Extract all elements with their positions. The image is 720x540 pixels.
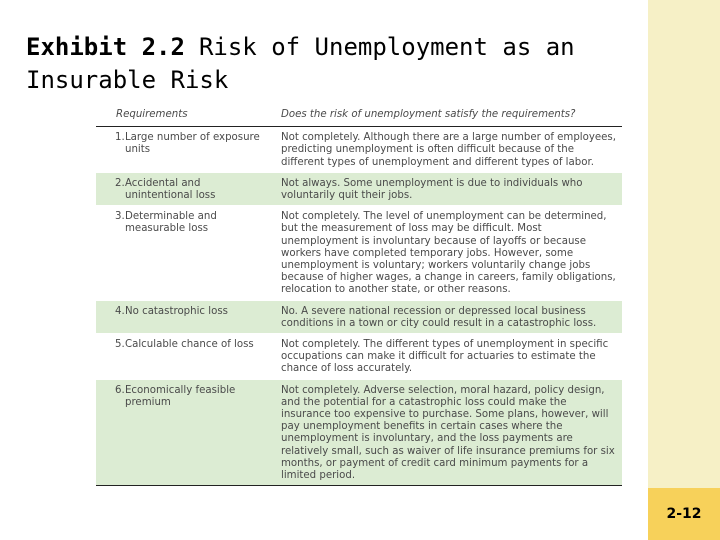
answer-cell: Not completely. The different types of unemployment in specific occupations can make it difficult for actuaries to estimate the chance of loss accurately. — [277, 334, 622, 380]
requirement-cell — [96, 127, 277, 173]
table-row — [96, 172, 622, 205]
row-number: 5. — [115, 339, 125, 351]
requirement-text: Calculable chance of loss — [125, 339, 254, 351]
table-row — [96, 334, 622, 380]
header-requirements: Requirements — [96, 103, 277, 127]
requirements-table — [96, 103, 622, 486]
row-number: 1. — [115, 132, 125, 144]
row-number: 4. — [115, 305, 125, 317]
table-header-row — [96, 103, 622, 127]
answer-cell: Not completely. Adverse selection, moral hazard, policy design, and the potential for a catastrophic loss could make the insurance too expensive to purchase. Some plans, however, will pay unemployment benefits in certain cases where the unemployment is involuntary, and the loss payments are relatively small, such as waiver of life insurance premiums for six months, or payment of credit card minimum payments for a limited period. — [277, 379, 622, 486]
answer-cell: No. A severe national recession or depressed local business conditions in a town or city could result in a catastrophic loss. — [277, 300, 622, 333]
title-text: Risk of Unemployment as an Insurable Risk — [26, 33, 575, 94]
side-strip — [648, 0, 720, 540]
answer-cell: Not completely. Although there are a large number of employees, predicting unemployment is often difficult because of the different types of unemployment and different types of labor. — [277, 127, 622, 173]
requirement-text: Economically feasible premium — [125, 384, 236, 408]
answer-cell: Not always. Some unemployment is due to individuals who voluntarily quit their jobs. — [277, 172, 622, 205]
table-row — [96, 206, 622, 300]
requirement-text: Large number of exposure units — [125, 132, 260, 156]
slide-number: 2-12 — [648, 488, 720, 540]
requirement-text: Determinable and measurable loss — [125, 211, 217, 235]
table-row — [96, 379, 622, 486]
row-number: 2. — [115, 177, 125, 189]
table-row — [96, 300, 622, 333]
row-number: 6. — [115, 384, 125, 396]
answer-cell: Not completely. The level of unemployment can be determined, but the measurement of loss may be difficult. Most unemployment is involuntary because of layoffs or because workers have completed temporary jobs. However, some unemployment is voluntary; workers voluntarily change jobs because of higher wages, a change in careers, family obligations, relocation to another state, or other reasons. — [277, 206, 622, 300]
requirement-text: Accidental and unintentional loss — [125, 177, 216, 202]
requirement-cell — [96, 379, 277, 486]
title-exhibit-label: Exhibit 2.2 — [26, 33, 185, 61]
row-number: 3. — [115, 211, 125, 223]
requirement-cell — [96, 206, 277, 300]
requirement-cell — [96, 300, 277, 333]
header-satisfy: Does the risk of unemployment satisfy the requirements? — [277, 103, 622, 127]
table-row — [96, 127, 622, 173]
slide-title — [26, 31, 636, 97]
requirement-cell — [96, 334, 277, 380]
requirement-text: No catastrophic loss — [125, 305, 228, 317]
requirement-cell — [96, 172, 277, 205]
